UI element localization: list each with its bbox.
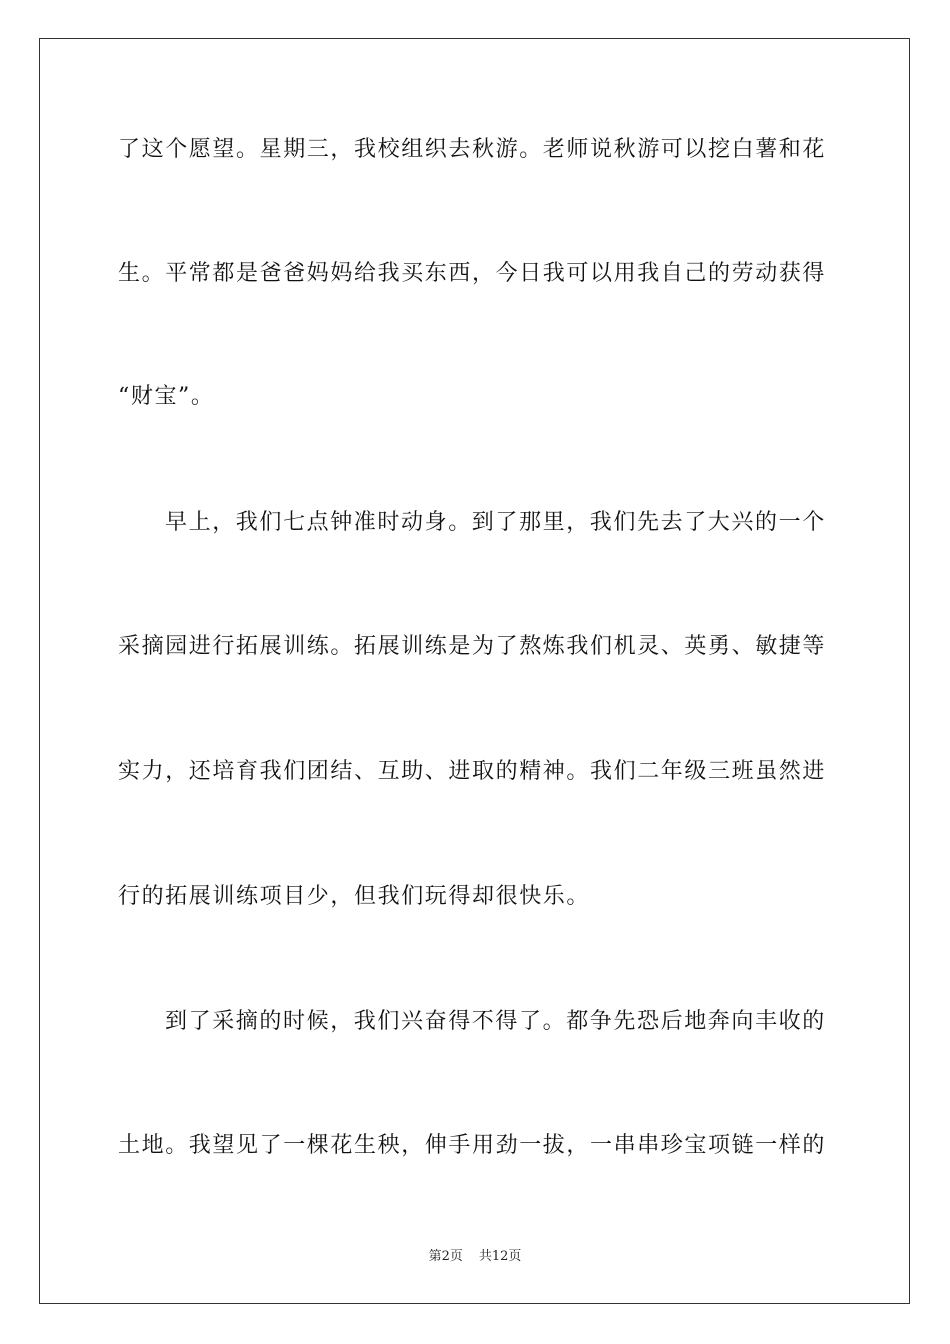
body-text-line: 土地。我望见了一棵花生秧，伸手用劲一拔，一串串珍宝项链一样的	[118, 1133, 827, 1158]
page-footer	[0, 1249, 950, 1265]
paragraph-start-line: 早上，我们七点钟准时动身。到了那里，我们先去了大兴的一个	[165, 510, 826, 535]
body-text-line: “财宝”。	[118, 384, 215, 409]
body-text-line: 实力，还培育我们团结、互助、进取的精神。我们二年级三班虽然进	[118, 759, 827, 784]
body-text-line: 采摘园进行拓展训练。拓展训练是为了熬炼我们机灵、英勇、敏捷等	[118, 634, 827, 659]
body-text-line: 生。平常都是爸爸妈妈给我买东西，今日我可以用我自己的劳动获得	[118, 261, 827, 286]
page-total: 共12页	[478, 1249, 522, 1264]
body-text-line: 了这个愿望。星期三，我校组织去秋游。老师说秋游可以挖白薯和花	[118, 137, 827, 162]
body-text-line: 行的拓展训练项目少，但我们玩得却很快乐。	[118, 884, 591, 909]
paragraph-start-line: 到了采摘的时候，我们兴奋得不得了。都争先恐后地奔向丰收的	[165, 1009, 826, 1034]
page-border	[39, 38, 910, 1304]
page-number: 第2页	[428, 1249, 463, 1264]
